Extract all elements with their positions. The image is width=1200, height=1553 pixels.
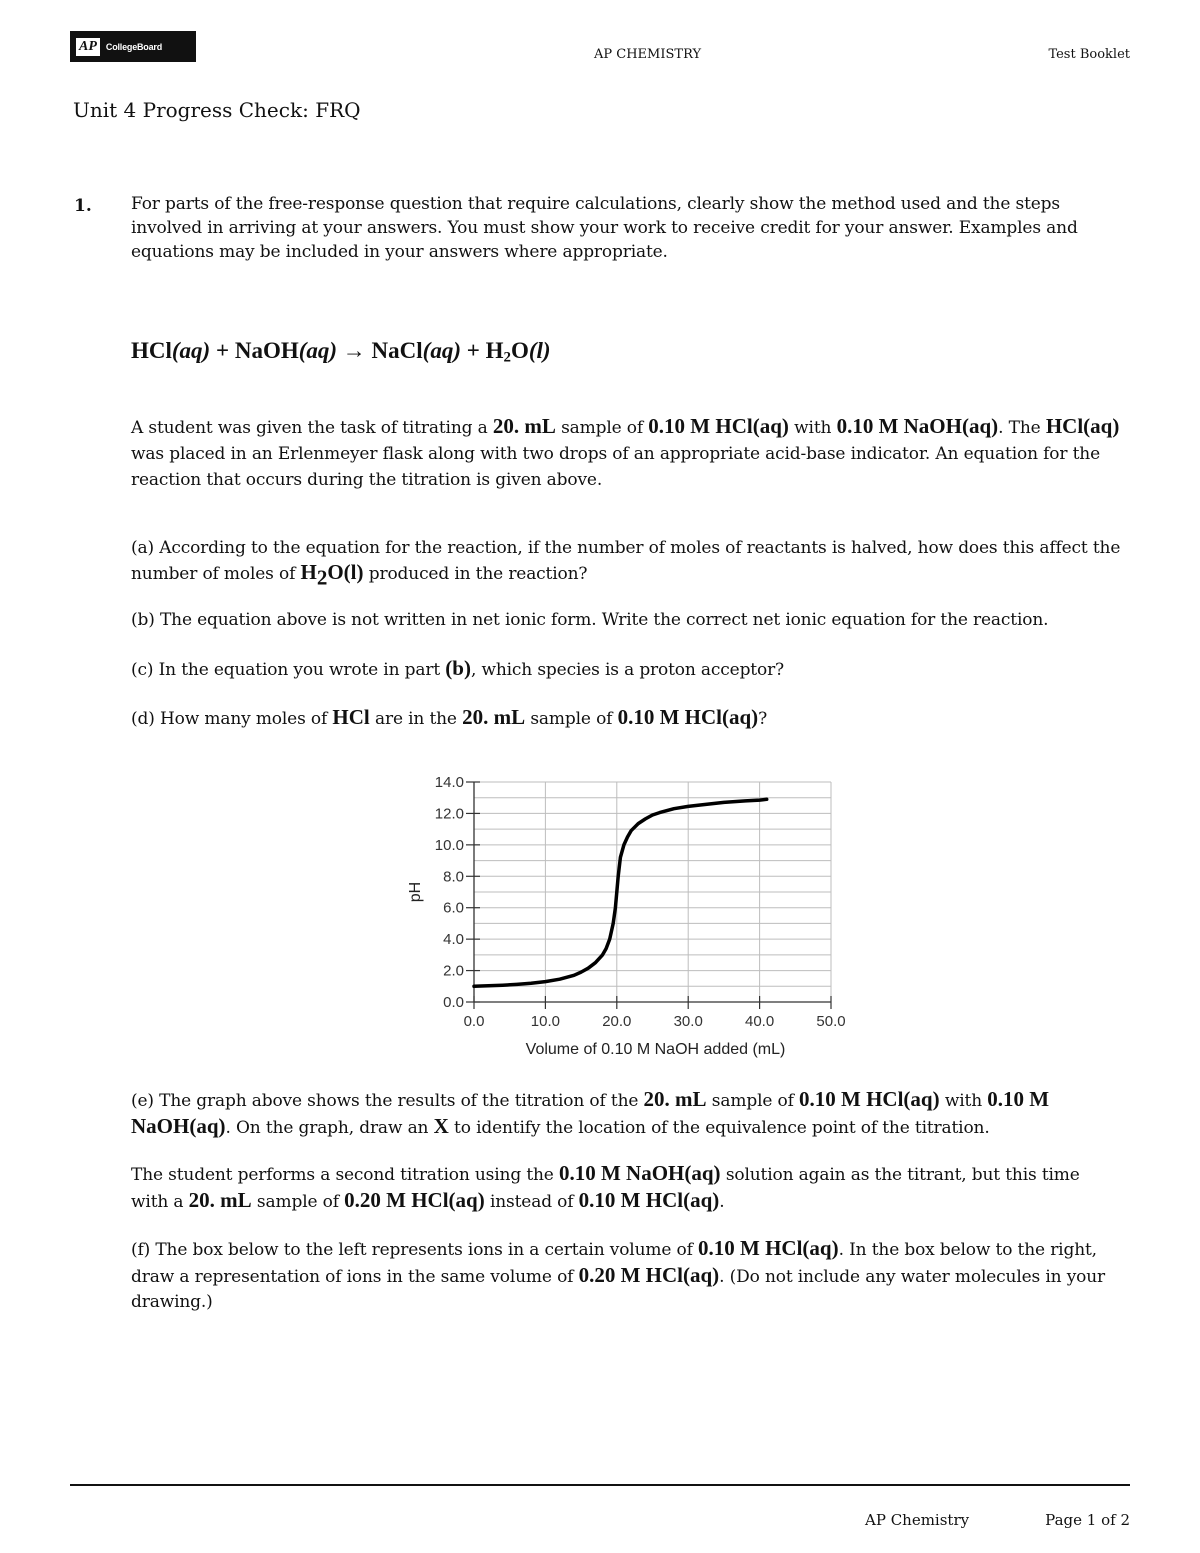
- x-tick-label: 20.0: [602, 1013, 632, 1030]
- x-tick-label: 10.0: [530, 1013, 561, 1030]
- titration-curve-line: [474, 799, 767, 986]
- footer-rule: [70, 1484, 1130, 1486]
- header-course: AP CHEMISTRY: [594, 47, 702, 62]
- question-number: 1.: [74, 196, 92, 216]
- y-tick-label: 10.0: [434, 836, 464, 854]
- part-e: (e) The graph above shows the results of the titration of the 20. mL sample of 0.10 M HCl(aq) with 0.10 M NaOH(aq). On the graph, draw an X to identify the location of the equivalence point of the titration.: [131, 1087, 1050, 1138]
- intro-paragraph: For parts of the free-response question that require calculations, clearly show the method used and the steps involved in arriving at your answers. You must show your work to receive credit for your answer. Examples and equations may be included in your answers where appropriate.: [131, 194, 1078, 262]
- part-c: (c) In the equation you wrote in part (b), which species is a proton acceptor?: [131, 656, 785, 680]
- y-tick-label: 6.0: [443, 899, 464, 917]
- part-a: (a) According to the equation for the reaction, if the number of moles of reactants is halved, how does this affect the number of moles of $H_2O(l)$ produced in the reaction?: [131, 538, 1121, 590]
- y-tick-label: 2.0: [443, 962, 464, 980]
- y-tick-label: 12.0: [434, 805, 464, 823]
- reaction-equation: HCl(aq) + NaOH(aq) → NaCl(aq) + $H_2O(l)$: [131, 338, 551, 366]
- footer-course: AP Chemistry: [865, 1511, 970, 1529]
- y-tick-label: 8.0: [443, 868, 464, 886]
- logo-ap-mark: AP: [76, 38, 100, 56]
- x-tick-label: 40.0: [744, 1013, 775, 1030]
- titration-chart: [390, 765, 870, 1065]
- x-tick-label: 30.0: [673, 1013, 703, 1030]
- y-tick-label: 14.0: [434, 774, 464, 791]
- part-d: (d) How many moles of HCl are in the 20. mL sample of 0.10 M HCl(aq)?: [131, 705, 768, 729]
- scenario-paragraph: A student was given the task of titrating a 20. mL sample of 0.10 M HCl(aq) with 0.10 M NaOH(aq). The HCl(aq) was placed in an Erlenmeyer flask along with two drops of an appropriate acid-base indicator. An equation for the reaction that occurs during the titration is given above.: [131, 414, 1120, 490]
- y-tick-label: 4.0: [443, 931, 464, 949]
- page-title: Unit 4 Progress Check: FRQ: [73, 98, 361, 122]
- footer-page-number: Page 1 of 2: [1045, 1511, 1130, 1529]
- y-axis-ticks: [435, 774, 480, 1011]
- second-titration-paragraph: The student performs a second titration using the 0.10 M NaOH(aq) solution again as the titrant, but this time with a 20. mL sample of 0.20 M HCl(aq) instead of 0.10 M HCl(aq).: [131, 1161, 1080, 1212]
- part-f: (f) The box below to the left represents ions in a certain volume of 0.10 M HCl(aq). In the box below to the right, draw a representation of ions in the same volume of 0.20 M HCl(aq). (Do not include any water molecules in your drawing.): [131, 1236, 1106, 1312]
- part-b: (b) The equation above is not written in net ionic form. Write the correct net ionic equation for the reaction.: [131, 610, 1049, 630]
- header-booklet: Test Booklet: [1048, 47, 1130, 62]
- x-tick-label: 50.0: [816, 1013, 846, 1030]
- logo-collegeboard-text: CollegeBoard: [105, 41, 162, 52]
- x-axis-label: Volume of 0.10 M NaOH added (mL): [525, 1041, 786, 1058]
- x-axis-ticks: [464, 996, 846, 1030]
- y-tick-label: 0.0: [443, 994, 464, 1011]
- x-tick-label: 0.0: [463, 1013, 485, 1030]
- y-axis-label: pH: [407, 881, 424, 903]
- ap-collegeboard-logo: [70, 31, 196, 62]
